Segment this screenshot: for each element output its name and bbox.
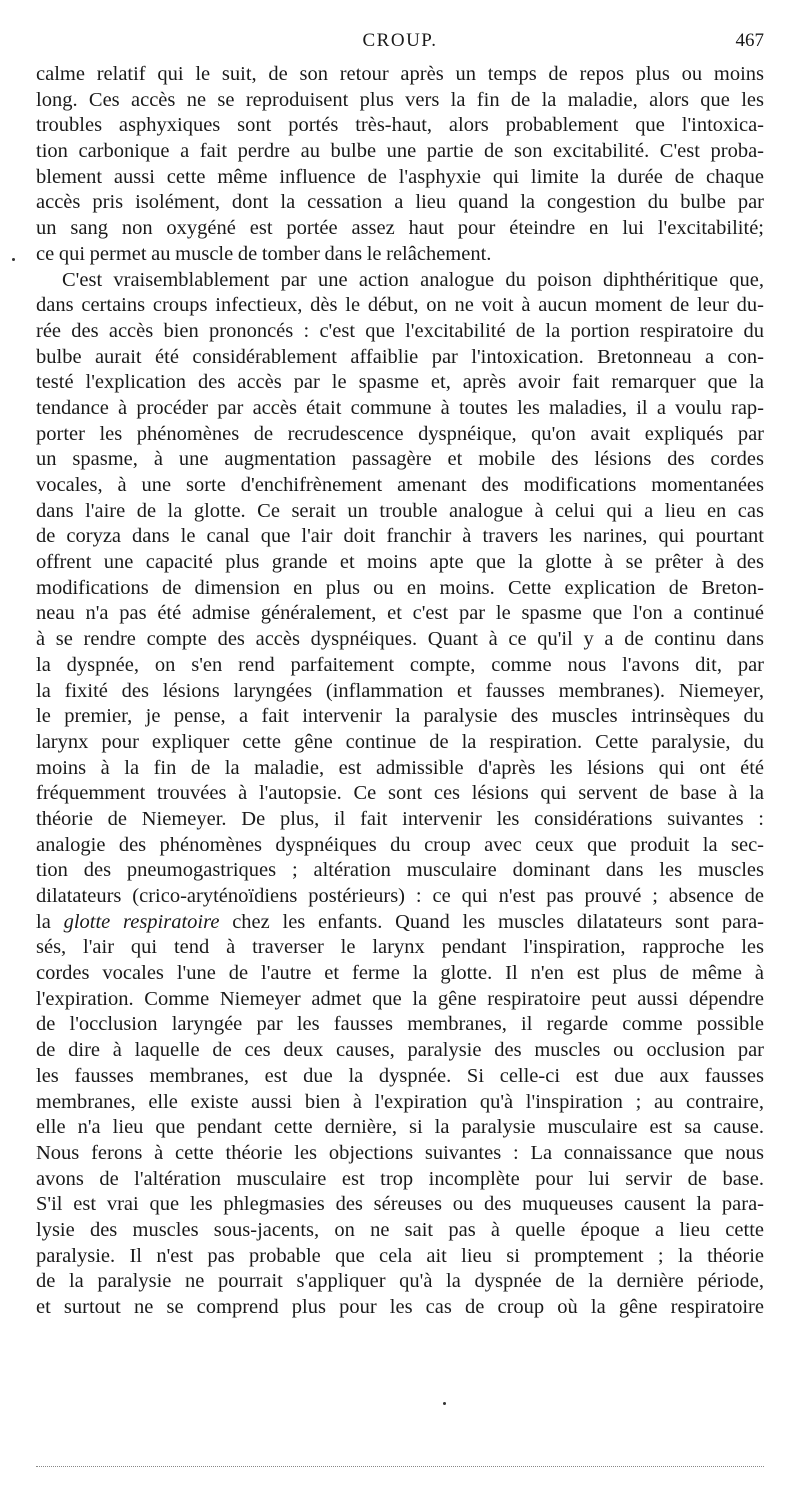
text-line: de coryza dans le canal que l'air doit franchir à travers les narines, qui pourtant	[36, 525, 764, 548]
text-line: de l'occlusion laryngée par les fausses membranes, il regarde comme possible	[36, 1013, 764, 1036]
footer-dotted-rule	[36, 1466, 764, 1467]
text-line: larynx pour expliquer cette gêne continue de la respiration. Cette paralysie, du	[36, 730, 764, 753]
text-line: dilatateurs (crico-aryténoïdiens postérieurs) : ce qui n'est pas prouvé ; absence de	[36, 885, 764, 907]
paragraph-start-line: C'est vraisemblablement par une action analogue du poison diphthéritique que,	[62, 268, 764, 291]
text-line: modifications de dimension en plus ou en moins. Cette explication de Breton-	[36, 576, 764, 599]
text-line: lysie des muscles sous-jacents, on ne sait pas à quelle époque a lieu cette	[36, 1218, 764, 1241]
text-line: tion carbonique a fait perdre au bulbe une partie de son excitabilité. C'est proba-	[36, 140, 764, 163]
text-line: cordes vocales l'une de l'autre et ferme la glotte. Il n'en est plus de même à	[36, 962, 764, 985]
text-line: paralysie. Il n'est pas probable que cela ait lieu si promptement ; la théorie	[36, 1244, 764, 1267]
text-line: théorie de Niemeyer. De plus, il fait intervenir les considérations suivantes :	[36, 807, 764, 830]
text-line: Nous ferons à cette théorie les objections suivantes : La connaissance que nous	[36, 1141, 764, 1164]
text-line: bulbe aurait été considérablement affaiblie par l'intoxication. Bretonneau a con-	[36, 345, 764, 368]
print-speck	[12, 258, 15, 261]
text-line: la fixité des lésions laryngées (inflammation et fausses membranes). Niemeyer,	[36, 679, 764, 702]
text-line: accès pris isolément, dont la cessation a lieu quand la congestion du bulbe par	[36, 191, 764, 214]
text-line: avons de l'altération musculaire est trop incomplète pour lui servir de base.	[36, 1167, 764, 1190]
text-line: un spasme, à une augmentation passagère et mobile des lésions des cordes	[36, 448, 764, 471]
text-line: calme relatif qui le suit, de son retour après un temps de repos plus ou moins	[36, 63, 764, 85]
text-line: de dire à laquelle de ces deux causes, paralysie des muscles ou occlusion par	[36, 1039, 764, 1062]
body-text	[36, 62, 764, 1321]
text-line: neau n'a pas été admise généralement, et c'est par le spasme que l'on a continué	[36, 602, 764, 625]
text-line: l'expiration. Comme Niemeyer admet que la gêne respiratoire peut aussi dépendre	[36, 987, 764, 1010]
text-line: tendance à procéder par accès était commune à toutes les maladies, il a voulu rap-	[36, 396, 764, 419]
text-line: sés, l'air qui tend à traverser le larynx pendant l'inspiration, rapproche les	[36, 936, 764, 959]
text-line: offrent une capacité plus grande et moins apte que la glotte à se prêter à des	[36, 551, 764, 574]
line-text-post: chez les enfants. Quand les muscles dilatateurs sont para-	[219, 910, 764, 933]
text-line: blement aussi cette même influence de l'asphyxie qui limite la durée de chaque	[36, 165, 764, 188]
text-line: S'il est vrai que les phlegmasies des séreuses ou des muqueuses causent la para-	[36, 1193, 764, 1216]
text-line: long. Ces accès ne se reproduisent plus vers la fin de la maladie, alors que les	[36, 88, 764, 111]
text-line: vocales, à une sorte d'enchifrènement amenant des modifications momentanées	[36, 474, 764, 496]
text-line: le premier, je pense, a fait intervenir la paralysie des muscles intrinsèques du	[36, 705, 764, 728]
text-line: troubles asphyxiques sont portés très-haut, alors probablement que l'intoxica-	[36, 114, 764, 137]
text-line: analogie des phénomènes dyspnéiques du croup avec ceux que produit la sec-	[36, 833, 764, 856]
text-line: fréquemment trouvées à l'autopsie. Ce sont ces lésions qui servent de base à la	[36, 782, 764, 805]
running-head	[36, 30, 764, 56]
page-number: 467	[735, 30, 764, 51]
text-line: les fausses membranes, est due la dyspnée. Si celle-ci est due aux fausses	[36, 1064, 764, 1087]
chapter-title: CROUP.	[362, 30, 438, 51]
text-line: dans certains croups infectieux, dès le début, on ne voit à aucun moment de leur du-	[36, 294, 764, 317]
text-line: porter les phénomènes de recrudescence dyspnéique, qu'on avait expliqués par	[36, 422, 764, 445]
text-line: rée des accès bien prononcés : c'est que l'excitabilité de la portion respiratoire du	[36, 319, 764, 342]
text-line: membranes, elle existe aussi bien à l'expiration qu'à l'inspiration ; au contraire,	[36, 1090, 764, 1113]
text-line-with-italic	[36, 910, 764, 936]
text-line: un sang non oxygéné est portée assez haut pour éteindre en lui l'excitabilité;	[36, 217, 764, 240]
text-line: la dyspnée, on s'en rend parfaitement compte, comme nous l'avons dit, par	[36, 653, 764, 676]
text-line: tion des pneumogastriques ; altération musculaire dominant dans les muscles	[36, 859, 764, 882]
text-line: testé l'explication des accès par le spasme et, après avoir fait remarquer que la	[36, 371, 764, 394]
text-line: à se rendre compte des accès dyspnéiques. Quant à ce qu'il y a de continu dans	[36, 628, 764, 651]
italic-term: glotte respiratoire	[63, 910, 220, 933]
text-line: dans l'aire de la glotte. Ce serait un trouble analogue à celui qui a lieu en cas	[36, 499, 764, 522]
print-speck	[443, 1402, 446, 1405]
text-line: moins à la fin de la maladie, est admissible d'après les lésions qui ont été	[36, 756, 764, 779]
line-text-pre: la	[36, 910, 64, 933]
text-line: elle n'a lieu que pendant cette dernière, si la paralysie musculaire est sa cause.	[36, 1116, 764, 1139]
text-line: et surtout ne se comprend plus pour les cas de croup où la gêne respiratoire	[36, 1296, 764, 1318]
text-line: de la paralysie ne pourrait s'appliquer qu'à la dyspnée de la dernière période,	[36, 1270, 764, 1293]
text-line: ce qui permet au muscle de tomber dans le relâchement.	[36, 242, 492, 265]
